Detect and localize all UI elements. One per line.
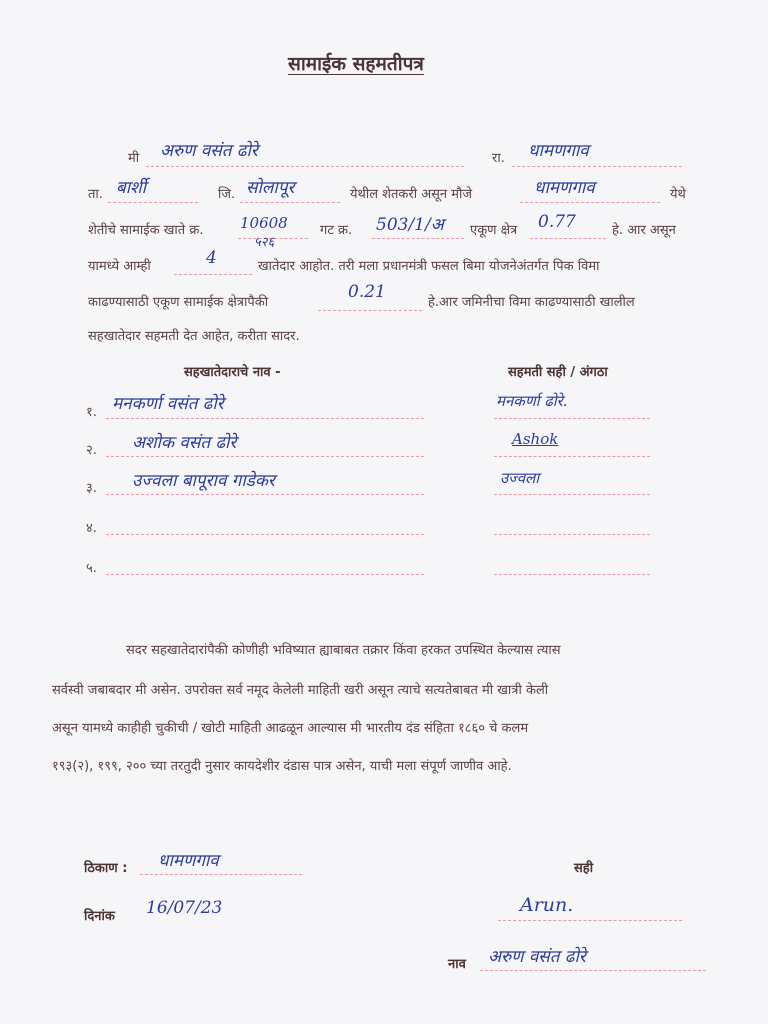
place-line: [140, 874, 302, 875]
place-label: ठिकाण :: [84, 861, 128, 876]
row-name-line: [106, 574, 424, 575]
gat-line: [372, 238, 464, 239]
ta-label: ता.: [88, 187, 103, 202]
row-number: ४.: [86, 521, 97, 536]
name-label: नाव: [448, 957, 466, 972]
date-value: 16/07/23: [146, 898, 223, 918]
line6-text: सहखातेदार सहमती देत आहेत, करीता सादर.: [88, 329, 300, 344]
document-title: सामाईक सहमतीपत्र: [288, 53, 424, 75]
co-holder-signature: उज्वला: [500, 469, 540, 487]
ra-line: [512, 166, 682, 167]
row-sign-line: [494, 456, 650, 457]
applicant-signature: Arun.: [520, 894, 574, 916]
ji-label: जि.: [218, 187, 236, 202]
count-line: [174, 274, 252, 275]
ekun-label: एकूण क्षेत्र: [470, 223, 518, 238]
row-name-line: [106, 456, 424, 457]
gat-number-value: 503/1/अ: [376, 215, 444, 235]
date-label: दिनांक: [84, 909, 115, 924]
mouje-line: [520, 202, 660, 203]
co-holder-signature: Ashok: [512, 430, 559, 448]
line5-start: काढण्यासाठी एकूण सामाईक क्षेत्रापैकी: [88, 295, 269, 310]
declaration-line-3: असून यामध्ये काहीही चुकीची / खोटी माहिती आढळून आल्यास मी भारतीय दंड संहिता १८६० चे कलम: [52, 721, 529, 736]
line5-end: हे.आर जमिनीचा विमा काढण्यासाठी खालील: [428, 295, 635, 310]
co-holder-signature: मनकर्णा ढोरे.: [496, 392, 568, 410]
line3-end: हे. आर असून: [612, 223, 676, 238]
mouje-value: धामणगाव: [534, 178, 595, 198]
consent-sign-header: सहमती सही / अंगठा: [508, 365, 608, 380]
row-number: ५.: [86, 561, 97, 576]
insured-area-value: 0.21: [348, 282, 386, 302]
declaration-line-1: सदर सहखातेदारांपैकी कोणीही भविष्यात ह्याबाबत तक्रार किंवा हरकत उपस्थित केल्यास त्यास: [126, 643, 561, 658]
ta-line: [108, 202, 198, 203]
village-value: धामणगाव: [528, 141, 589, 161]
co-holder-name: अशोक वसंत ढोरे: [132, 433, 237, 453]
district-value: सोलापूर: [246, 178, 295, 198]
row-number: ३.: [86, 481, 97, 496]
row-name-line: [106, 494, 424, 495]
signature-label: सही: [574, 861, 594, 876]
place-value: धामणगाव: [158, 851, 219, 871]
ra-label: रा.: [492, 151, 505, 166]
applicant-name-value: अरुण वसंत ढोरे: [488, 947, 586, 967]
co-holder-name-header: सहखातेदाराचे नाव -: [184, 365, 281, 380]
account-number-value: 10608: [240, 214, 288, 232]
account-number-value-2: ५२६: [254, 235, 275, 250]
holders-count-value: 4: [206, 248, 217, 268]
declaration-line-4: १९३(२), १९९, २०० च्या तरतुदी नुसार कायदेशीर दंडास पात्र असेन, याची मला संपूर्ण जाणीव आहे.: [52, 759, 512, 774]
row-name-line: [106, 418, 424, 419]
row-sign-line: [494, 418, 650, 419]
line4-text: खातेदार आहोत. तरी मला प्रधानमंत्री फसल बिमा योजनेअंतर्गत पिक विमा: [258, 259, 600, 274]
mi-line: [146, 166, 464, 167]
row-number: २.: [86, 443, 97, 458]
name-line: [480, 970, 706, 971]
row-name-line: [106, 534, 424, 535]
ji-line: [240, 202, 340, 203]
area-line: [318, 310, 422, 311]
yamadhye-label: यामध्ये आम्ही: [88, 259, 151, 274]
total-area-value: 0.77: [538, 212, 576, 232]
mi-label: मी: [128, 151, 140, 166]
khate-label: शेतीचे सामाईक खाते क्र.: [88, 223, 204, 238]
row-sign-line: [494, 494, 650, 495]
row-sign-line: [494, 534, 650, 535]
gat-label: गट क्र.: [320, 223, 353, 238]
co-holder-name: मनकर्णा वसंत ढोरे: [112, 394, 224, 414]
signature-line: [498, 920, 682, 921]
taluka-value: बार्शी: [116, 178, 147, 198]
declaration-line-2: सर्वस्वी जबाबदार मी असेन. उपरोक्त सर्व नमूद केलेली माहिती खरी असून त्याचे सत्यतेबाबत मी खात्री केली: [52, 683, 549, 698]
line2-text: येथील शेतकरी असून मौजे: [350, 187, 473, 202]
ekun-line: [530, 238, 606, 239]
row-sign-line: [494, 574, 650, 575]
co-holder-name: उज्वला बापूराव गाडेकर: [132, 471, 275, 491]
row-number: १.: [86, 405, 97, 420]
farmer-name-value: अरुण वसंत ढोरे: [160, 141, 258, 161]
line2-end: येथे: [670, 187, 686, 202]
